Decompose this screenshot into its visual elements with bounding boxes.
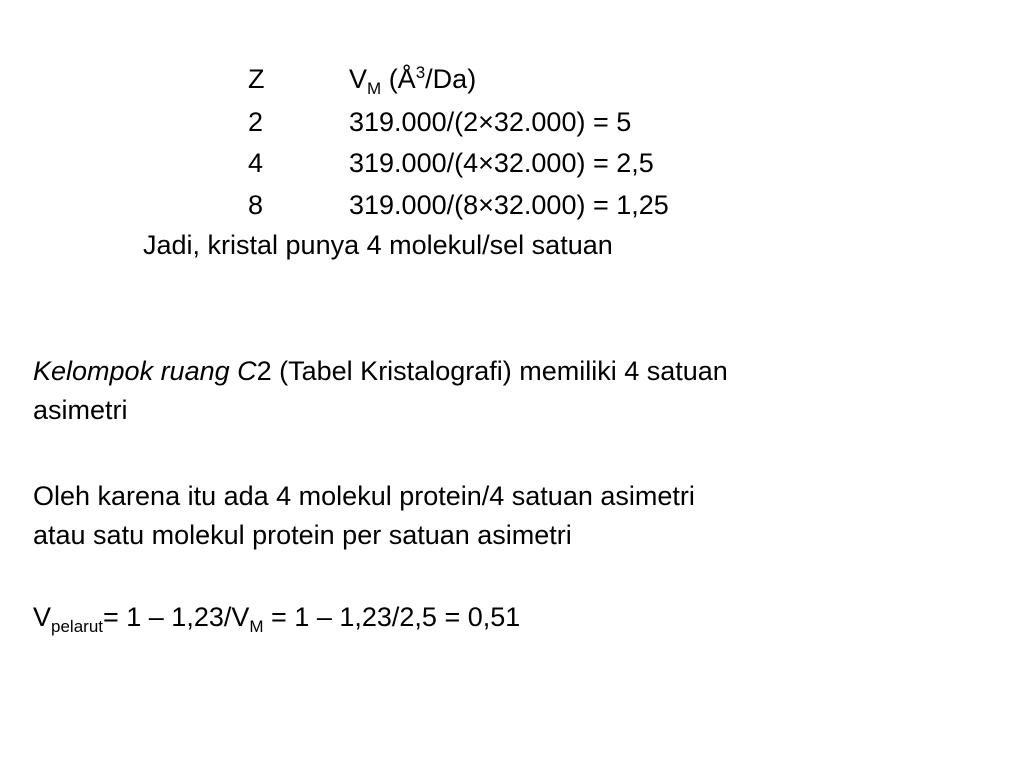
- unit-superscript: 3: [415, 63, 426, 82]
- vm-subscript: M: [367, 79, 382, 98]
- table-row-expr: 319.000/(4×32.000) = 2,5: [349, 148, 654, 178]
- table-row-expr: 319.000/(2×32.000) = 5: [349, 107, 632, 137]
- unit-close: /Da): [425, 64, 477, 94]
- formula-v1-subscript: pelarut: [51, 617, 103, 636]
- solvent-formula: [33, 598, 520, 637]
- table-header-z: Z: [248, 64, 265, 94]
- formula-v1: V: [33, 602, 52, 632]
- table-row-z: 8: [248, 190, 264, 220]
- space-group-italic: Kelompok ruang C: [33, 356, 257, 386]
- table-conclusion: Jadi, kristal punya 4 molekul/sel satuan: [143, 230, 613, 260]
- space-group-paragraph: [33, 352, 973, 430]
- space-group-rest: 2 (Tabel Kristalografi) memiliki 4 satuan: [256, 356, 728, 386]
- space-group-line-1: [33, 352, 973, 391]
- formula-mid: = 1 – 1,23/V: [103, 602, 250, 632]
- table-row-expr: 319.000/(8×32.000) = 1,25: [349, 190, 669, 220]
- table-row-z: 2: [248, 107, 264, 137]
- formula-end: = 1 – 1,23/2,5 = 0,51: [263, 602, 521, 632]
- table-row-z: 4: [248, 148, 264, 178]
- molecule-line-1: Oleh karena itu ada 4 molekul protein/4 satuan asimetri: [33, 481, 695, 511]
- table-header-vm: [349, 63, 477, 98]
- unit-open: (Å: [381, 64, 416, 94]
- space-group-line-2: asimetri: [33, 395, 128, 425]
- molecule-paragraph: [33, 477, 973, 555]
- molecule-line-2: atau satu molekul protein per satuan asimetri: [33, 520, 572, 550]
- formula-v2-subscript: M: [249, 617, 264, 636]
- vm-symbol: V: [349, 64, 368, 94]
